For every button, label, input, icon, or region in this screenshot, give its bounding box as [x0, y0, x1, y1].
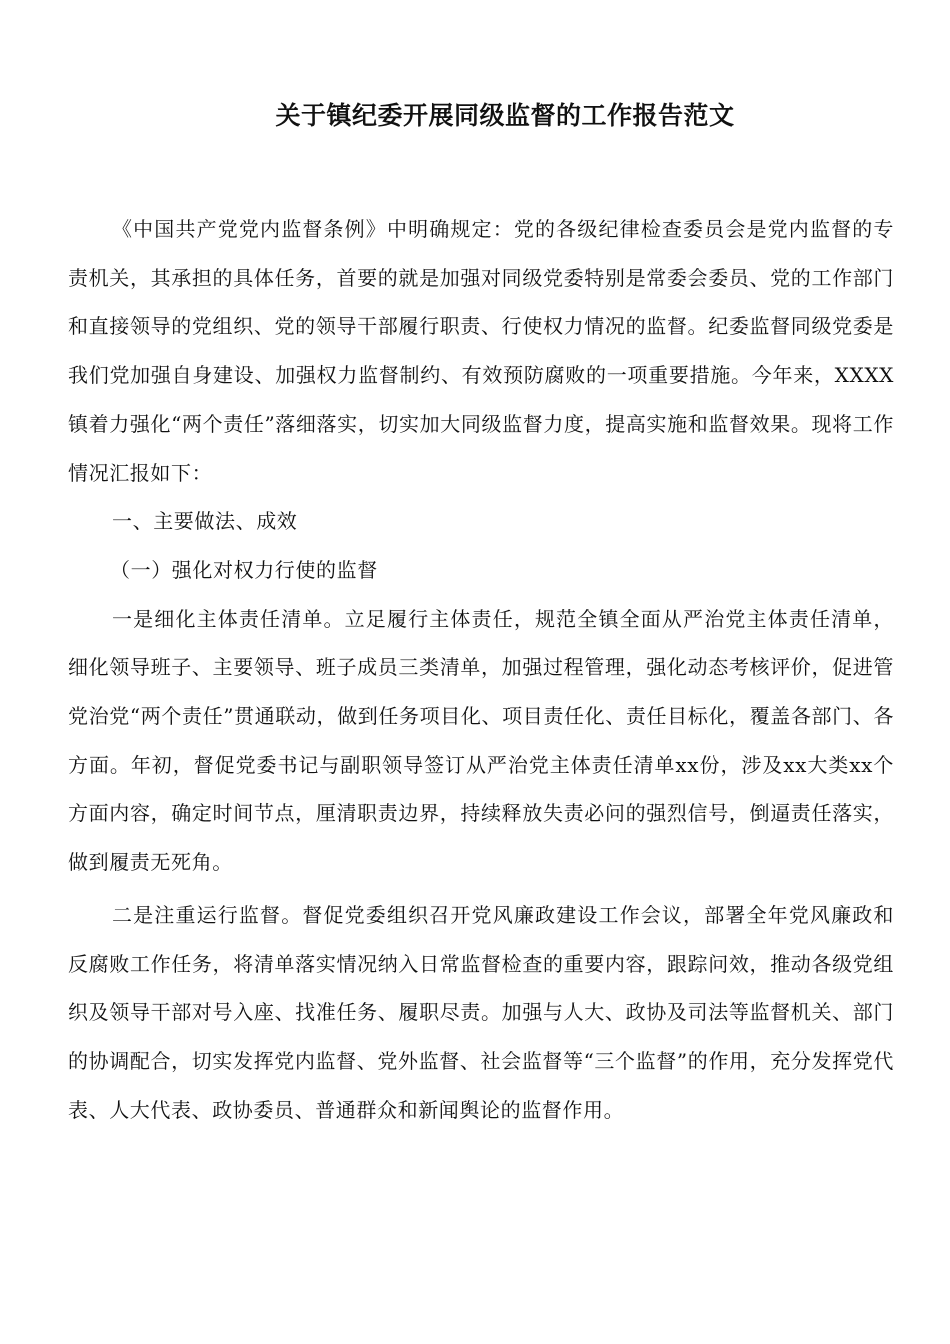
paragraph-responsibility-list: 一是细化主体责任清单。立足履行主体责任，规范全镇全面从严治党主体责任清单，细化领导班子、主要领导、班子成员三类清单，加强过程管理，强化动态考核评价，促进管党治党“两个责任”贯通联动，做到任务项目化、项目责任化、责任目标化，覆盖各部门、各方面。年初，督促党委书记与副职领导签订从严治党主体责任清单xx份，涉及xx大类xx个方面内容，确定时间节点，厘清职责边界，持续释放失责必问的强烈信号，倒逼责任落实，做到履责无死角。 — [68, 606, 894, 875]
intro-paragraph: 《中国共产党党内监督条例》中明确规定：党的各级纪律检查委员会是党内监督的专责机关，其承担的具体任务，首要的就是加强对同级党委特别是常委会委员、党的工作部门和直接领导的党组织、党的领导干部履行职责、行使权力情况的监督。纪委监督同级党委是我们党加强自身建设、加强权力监督制约、有效预防腐败的一项重要措施。今年来，XXXX镇着力强化“两个责任”落细落实，切实加大同级监督力度，提高实施和监督效果。现将工作情况汇报如下： — [68, 217, 894, 485]
document-body — [68, 205, 894, 1134]
document-title: 关于镇纪委开展同级监督的工作报告范文 — [275, 101, 735, 130]
subsection-heading-power-supervision: （一）强化对权力行使的监督 — [110, 557, 378, 582]
paragraph-operation-supervision: 二是注重运行监督。督促党委组织召开党风廉政建设工作会议，部署全年党风廉政和反腐败工作任务，将清单落实情况纳入日常监督检查的重要内容，跟踪问效，推动各级党组织及领导干部对号入座、找准任务、履职尽责。加强与人大、政协及司法等监督机关、部门的协调配合，切实发挥党内监督、党外监督、社会监督等“三个监督”的作用，充分发挥党代表、人大代表、政协委员、普通群众和新闻舆论的监督作用。 — [68, 902, 894, 1122]
section-heading-main-measures: 一、主要做法、成效 — [112, 509, 298, 534]
